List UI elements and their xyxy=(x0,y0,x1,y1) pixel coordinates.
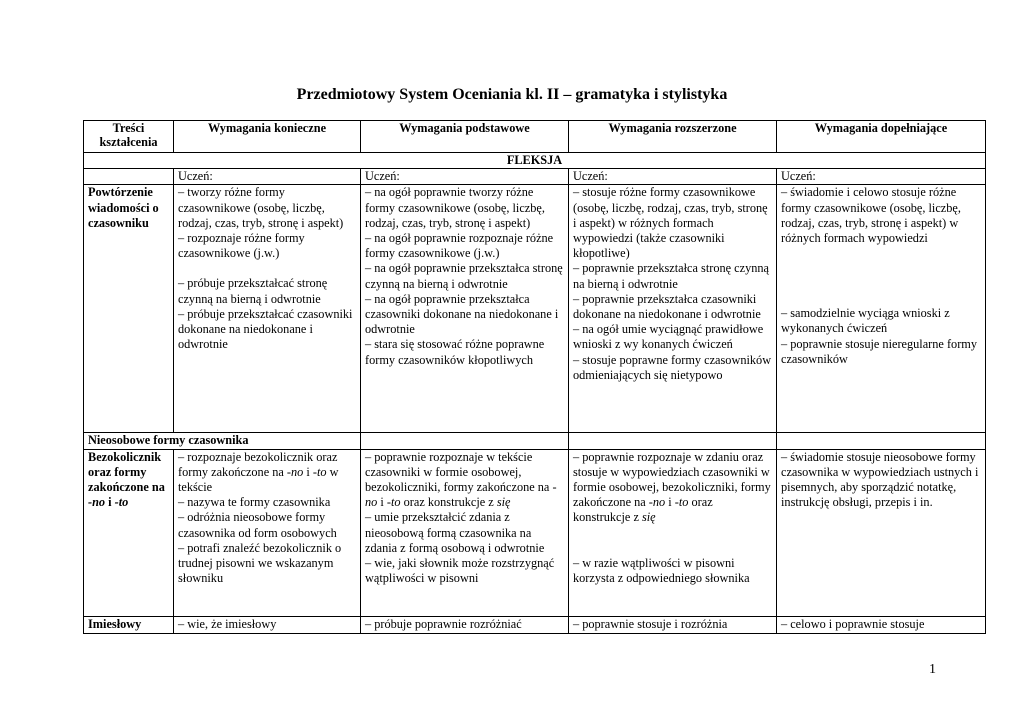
table-row-imieslowy xyxy=(84,616,986,633)
requirement-item: – rozpoznaje bezokolicznik oraz formy zakończone na -no i -to w tekście xyxy=(178,449,339,495)
uczen-empty xyxy=(84,169,174,185)
header-dopelniajace: Wymagania dopełniające xyxy=(777,121,986,153)
requirement-item: – stosuje różne formy czasownikowe (osobę, liczbę, rodzaj, czas, tryb, stronę i aspekt) w różnych formach wypowiedzi (także czasowniki kłopotliwe) xyxy=(573,185,768,261)
konieczne-cell xyxy=(174,185,361,433)
requirement-item: – rozpoznaje różne formy czasownikowe (j.w.) xyxy=(178,231,305,261)
uczen-label: Uczeń: xyxy=(569,169,777,185)
requirement-item: – poprawnie przekształca czasowniki dokonane na niedokonane i odwrotnie xyxy=(573,291,761,322)
requirement-item: – świadomie i celowo stosuje różne formy czasownikowe (osobę, liczbę, rodzaj, czas, tryb, stronę i aspekt) w różnych formach wypowiedzi xyxy=(781,185,961,246)
header-tresci: Treści kształcenia xyxy=(84,121,174,153)
uczen-row xyxy=(84,169,986,185)
group-empty xyxy=(777,433,986,449)
requirement-item: – poprawnie rozpoznaje w zdaniu oraz stosuje w wypowiedziach czasowniki w formie osobowej, bezokoliczniki, formy zakończone na -no i -to oraz konstrukcje z się xyxy=(573,449,771,525)
requirement-item: – na ogół umie wyciągnąć prawidłowe wnioski z wy konanych ćwiczeń xyxy=(573,322,764,352)
header-rozszerzone: Wymagania rozszerzone xyxy=(569,121,777,153)
rozszerzone-cell: – poprawnie stosuje i rozróżnia xyxy=(569,616,777,633)
dopelniajace-cell: – celowo i poprawnie stosuje xyxy=(777,616,986,633)
requirement-item: – samodzielnie wyciąga wnioski z wykonanych ćwiczeń xyxy=(781,306,950,336)
requirement-item: – na ogół poprawnie przekształca stronę czynną na bierną i odwrotnie xyxy=(365,261,563,291)
group-row xyxy=(84,433,986,449)
topic-cell: Powtórzenie wiadomości o czasowniku xyxy=(84,185,174,433)
requirement-item: – potrafi znaleźć bezokolicznik o trudnej pisowni we wskazanym słowniku xyxy=(178,540,342,586)
header-konieczne: Wymagania konieczne xyxy=(174,121,361,153)
requirement-item: – odróżnia nieosobowe formy czasownika od form osobowych xyxy=(178,510,337,540)
page-title: Przedmiotowy System Oceniania kl. II – gramatyka i stylistyka xyxy=(296,86,728,103)
dopelniajace-cell: – świadomie stosuje nieosobowe formy czasownika w wypowiedziach ustnych i pisemnych, aby sporządzić notatkę, instrukcję obsługi, przepis i in. xyxy=(777,449,986,616)
group-label: Nieosobowe formy czasownika xyxy=(84,433,361,449)
rozszerzone-cell xyxy=(569,449,777,616)
requirement-item: – na ogół poprawnie tworzy różne formy czasownikowe (osobę, liczbę, rodzaj, czas, tryb, stronę i aspekt) xyxy=(365,185,545,230)
requirement-item: – poprawnie przekształca stronę czynną na bierną i odwrotnie xyxy=(573,261,769,291)
dopelniajace-cell xyxy=(777,185,986,433)
podstawowe-cell xyxy=(361,449,569,616)
topic-cell: Imiesłowy xyxy=(84,616,174,633)
requirement-item: – wie, jaki słownik może rozstrzygnąć wątpliwości w pisowni xyxy=(365,556,555,586)
requirement-item: – poprawnie stosuje nieregularne formy czasowników xyxy=(781,336,978,366)
podstawowe-cell xyxy=(361,185,569,433)
section-row xyxy=(84,153,986,169)
header-row xyxy=(84,121,986,153)
requirement-item: – umie przekształcić zdania z nieosobową formą czasownika na zdania z formą osobową i odwrotnie xyxy=(365,510,545,555)
requirement-item: – tworzy różne formy czasownikowe (osobę, liczbę, rodzaj, czas, tryb, stronę i aspekt) xyxy=(178,185,344,230)
group-empty xyxy=(569,433,777,449)
uczen-label: Uczeń: xyxy=(174,169,361,185)
rozszerzone-cell xyxy=(569,185,777,433)
section-fleksja: FLEKSJA xyxy=(84,153,986,169)
header-podstawowe: Wymagania podstawowe xyxy=(361,121,569,153)
table-row-bezokolicznik xyxy=(84,449,986,616)
table-row-powtorzenie xyxy=(84,185,986,433)
group-empty xyxy=(361,433,569,449)
requirement-item: – poprawnie rozpoznaje w tekście czasowniki w formie osobowej, bezokoliczniki, formy zakończone na -no i -to oraz konstrukcje z się xyxy=(365,449,557,510)
konieczne-cell: – wie, że imiesłowy xyxy=(174,616,361,633)
requirement-item: – nazywa te formy czasownika xyxy=(178,495,331,510)
requirement-item: – próbuje przekształcać stronę czynną na bierną i odwrotnie xyxy=(178,276,328,306)
requirement-item: – na ogół poprawnie rozpoznaje różne formy czasownikowe (j.w.) xyxy=(365,231,554,261)
requirement-item: – na ogół poprawnie przekształca czasowniki dokonane na niedokonane i odwrotnie xyxy=(365,291,559,337)
uczen-label: Uczeń: xyxy=(361,169,569,185)
requirement-item: – w razie wątpliwości w pisowni korzysta z odpowiedniego słownika xyxy=(573,555,750,585)
requirement-item: – stosuje poprawne formy czasowników odmieniających się nietypowo xyxy=(573,352,772,382)
uczen-label: Uczeń: xyxy=(777,169,986,185)
podstawowe-cell: – próbuje poprawnie rozróżniać xyxy=(361,616,569,633)
requirement-item: – stara się stosować różne poprawne formy czasowników kłopotliwych xyxy=(365,337,545,367)
topic-cell: Bezokolicznik oraz formy zakończone na -no i -to xyxy=(84,449,174,616)
page-number: 1 xyxy=(929,662,936,677)
requirement-item: – próbuje przekształcać czasowniki dokonane na niedokonane i odwrotnie xyxy=(178,306,353,352)
requirements-table xyxy=(83,120,986,634)
konieczne-cell xyxy=(174,449,361,616)
